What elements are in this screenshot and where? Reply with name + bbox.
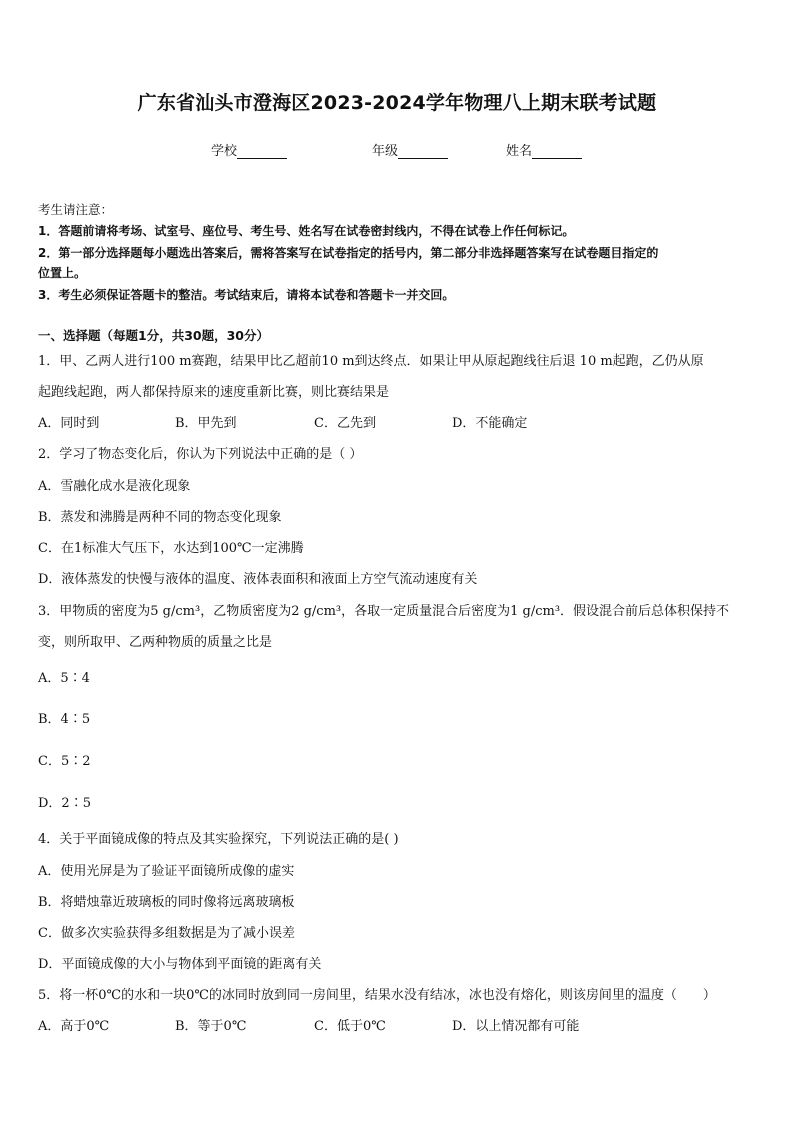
notice-heading: 考生请注意： — [38, 202, 114, 217]
q1-option-a: A．同时到 — [38, 416, 100, 431]
exam-title: 广东省汕头市澄海区2023-2024学年物理八上期末联考试题 — [137, 92, 657, 114]
grade-blank — [398, 144, 448, 159]
q5-option-b: B．等于0℃ — [175, 1019, 247, 1034]
grade-label: 年级 — [372, 144, 399, 159]
q1-stem-line-1: 1．甲、乙两人进行100 m赛跑，结果甲比乙超前10 m到达终点．如果让甲从原起跑线往后退 10 m起跑，乙仍从原 — [38, 354, 704, 369]
grade-field — [372, 140, 448, 159]
name-blank — [532, 144, 582, 159]
q4-option-a: A．使用光屏是为了验证平面镜所成像的虚实 — [38, 864, 295, 879]
q5-option-d: D．以上情况都有可能 — [452, 1019, 580, 1034]
q2-option-d: D．液体蒸发的快慢与液体的温度、液体表面积和液面上方空气流动速度有关 — [38, 572, 478, 587]
name-label: 姓名 — [506, 144, 533, 159]
q4-option-d: D．平面镜成像的大小与物体到平面镜的距离有关 — [38, 957, 322, 972]
notice-item-1: 1．答题前请将考场、试室号、座位号、考生号、姓名写在试卷密封线内，不得在试卷上作任何标记。 — [38, 224, 575, 238]
q1-option-d: D．不能确定 — [452, 416, 528, 431]
section-heading-choice: 一、选择题（每题1分，共30题，30分） — [38, 328, 269, 343]
student-info-row — [0, 140, 794, 160]
school-blank — [237, 144, 287, 159]
q1-option-b: B．甲先到 — [175, 416, 237, 431]
q3-option-d: D．2∶5 — [38, 796, 91, 811]
q1-stem-line-2: 起跑线起跑，两人都保持原来的速度重新比赛，则比赛结果是 — [38, 385, 390, 400]
notice-item-2-line-1: 2．第一部分选择题每小题选出答案后，需将答案写在试卷指定的括号内，第二部分非选择题答案写在试卷题目指定的 — [38, 246, 659, 260]
school-field — [211, 140, 287, 159]
q2-option-a: A．雪融化成水是液化现象 — [38, 479, 191, 494]
q4-option-b: B．将蜡烛靠近玻璃板的同时像将远离玻璃板 — [38, 895, 295, 910]
q2-option-c: C．在1标准大气压下，水达到100℃一定沸腾 — [38, 541, 304, 556]
q5-option-c: C．低于0℃ — [314, 1019, 386, 1034]
q1-option-c: C．乙先到 — [314, 416, 376, 431]
notice-item-3: 3．考生必须保证答题卡的整洁。考试结束后，请将本试卷和答题卡一并交回。 — [38, 288, 455, 302]
name-field — [506, 140, 582, 159]
q3-option-b: B．4∶5 — [38, 712, 91, 727]
school-label: 学校 — [211, 144, 238, 159]
q5-stem: 5．将一杯0℃的水和一块0℃的冰同时放到同一房间里，结果水没有结冰，冰也没有熔化，则该房间里的温度（ ） — [38, 988, 716, 1003]
q4-option-c: C．做多次实验获得多组数据是为了减小误差 — [38, 926, 295, 941]
q3-option-a: A．5∶4 — [38, 671, 90, 686]
q5-option-a: A．高于0℃ — [38, 1019, 110, 1034]
q2-option-b: B．蒸发和沸腾是两种不同的物态变化现象 — [38, 510, 282, 525]
q3-stem-line-1: 3．甲物质的密度为5 g/cm³，乙物质密度为2 g/cm³，各取一定质量混合后密度为1 g/cm³．假设混合前后总体积保持不 — [38, 604, 730, 619]
notice-item-2-line-2: 位置上。 — [38, 266, 87, 280]
q2-stem: 2．学习了物态变化后，你认为下列说法中正确的是（ ） — [38, 447, 363, 462]
q3-option-c: C．5∶2 — [38, 754, 91, 769]
q3-stem-line-2: 变，则所取甲、乙两种物质的质量之比是 — [38, 635, 273, 650]
q4-stem: 4．关于平面镜成像的特点及其实验探究，下列说法正确的是( ) — [38, 832, 399, 847]
